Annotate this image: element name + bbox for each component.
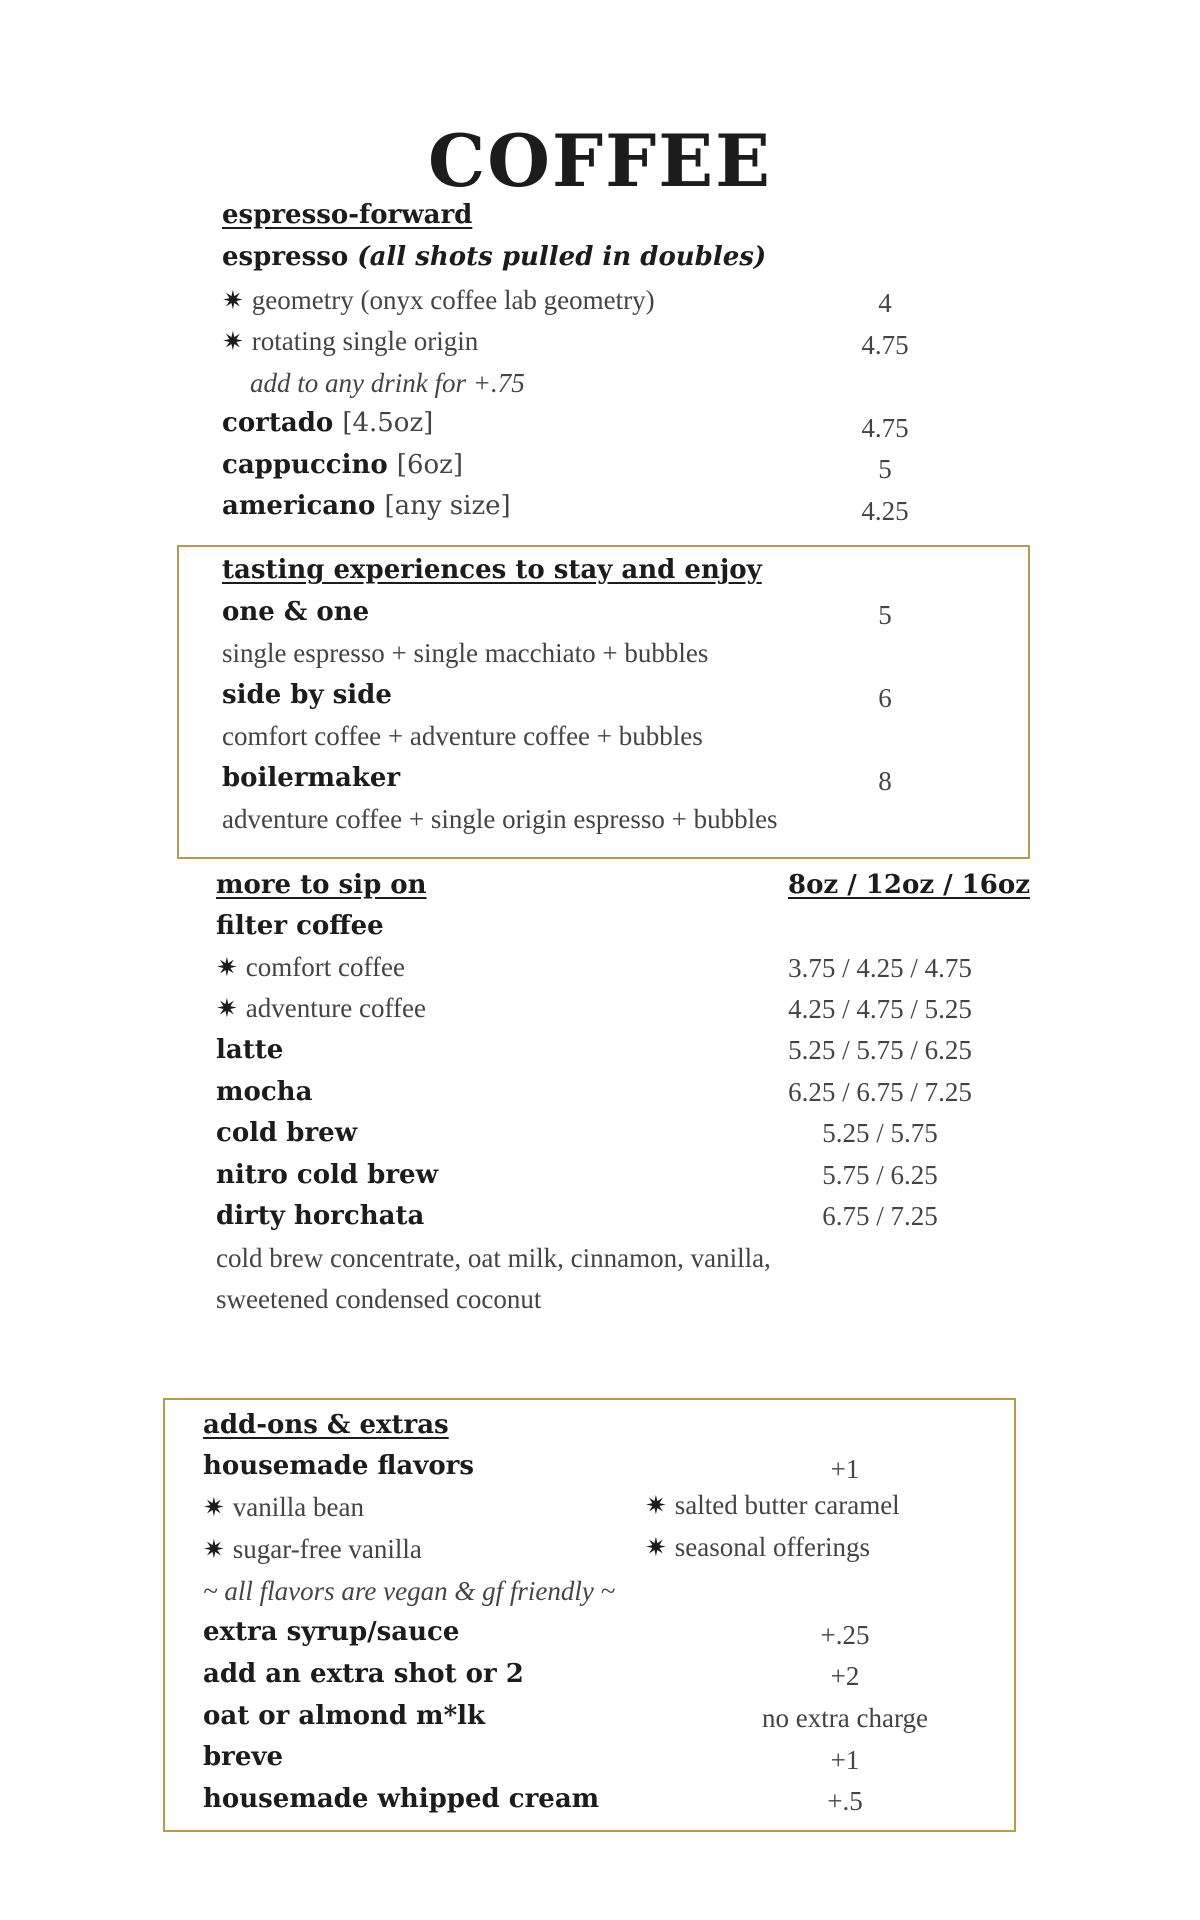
item-price: 3.75 / 4.25 / 4.75 — [788, 953, 972, 983]
item-price: 8 — [878, 766, 892, 796]
menu-item-comfort-coffee — [216, 952, 405, 983]
item-price: +2 — [830, 1661, 860, 1691]
page-title: COFFEE — [427, 118, 772, 203]
item-size: [4.5oz] — [342, 408, 434, 438]
item-price: 4.25 / 4.75 / 5.25 — [788, 994, 972, 1024]
star-burst-icon: ✷ — [216, 994, 238, 1024]
section-header: tasting experiences to stay and enjoy — [222, 555, 762, 585]
item-price: 5 — [878, 600, 892, 630]
menu-item-whipped-cream: housemade whipped cream — [203, 1784, 600, 1814]
item-price: 5.75 / 6.25 — [822, 1160, 938, 1190]
item-price: 4.75 — [861, 330, 909, 360]
item-description: single espresso + single macchiato + bubbles — [222, 638, 709, 668]
add-shot-note: add to any drink for +.75 — [250, 368, 525, 398]
item-price: +1 — [830, 1745, 860, 1775]
item-price: 4 — [878, 288, 892, 318]
item-name: espresso — [222, 242, 349, 272]
item-price: 6.75 / 7.25 — [822, 1201, 938, 1231]
flavor-name: salted butter caramel — [674, 1490, 900, 1520]
menu-item-americano — [222, 491, 511, 521]
menu-item-one-and-one: one & one — [222, 597, 370, 627]
star-burst-icon: ✷ — [645, 1491, 667, 1521]
size-header: 8oz / 12oz / 16oz — [788, 870, 1030, 900]
menu-item-adventure-coffee — [216, 993, 426, 1024]
menu-item-breve: breve — [203, 1742, 284, 1772]
flavor-seasonal-offerings — [645, 1532, 870, 1563]
flavor-name: vanilla bean — [232, 1492, 364, 1522]
menu-item-side-by-side: side by side — [222, 680, 392, 710]
item-price: 5.25 / 5.75 / 6.25 — [788, 1035, 972, 1065]
section-header: add-ons & extras — [203, 1410, 449, 1440]
star-burst-icon: ✷ — [645, 1533, 667, 1563]
item-price: 6.25 / 6.75 / 7.25 — [788, 1077, 972, 1107]
menu-item-espresso — [222, 242, 766, 272]
menu-item-oat-almond-milk: oat or almond m*lk — [203, 1701, 486, 1731]
item-description: adventure coffee + single origin espresso + bubbles — [222, 804, 778, 834]
item-price: +.25 — [820, 1620, 870, 1650]
menu-item-nitro-cold-brew: nitro cold brew — [216, 1160, 438, 1190]
menu-item-boilermaker: boilermaker — [222, 763, 401, 793]
menu-item-filter-coffee: filter coffee — [216, 911, 384, 941]
item-name: americano — [222, 491, 376, 521]
flavor-sugar-free-vanilla — [203, 1534, 422, 1565]
section-header: espresso-forward — [222, 200, 473, 230]
flavor-name: sugar-free vanilla — [232, 1534, 422, 1564]
star-burst-icon: ✷ — [222, 286, 244, 316]
flavor-vanilla-bean — [203, 1492, 364, 1523]
menu-item-mocha: mocha — [216, 1077, 313, 1107]
item-size: [6oz] — [396, 450, 463, 480]
item-description: sweetened condensed coconut — [216, 1284, 542, 1314]
item-description: cold brew concentrate, oat milk, cinnamon, vanilla, — [216, 1243, 771, 1273]
star-burst-icon: ✷ — [216, 953, 238, 983]
menu-item-cappuccino — [222, 450, 463, 480]
menu-item-cortado — [222, 408, 433, 438]
item-description: comfort coffee + adventure coffee + bubbles — [222, 721, 703, 751]
item-price: no extra charge — [762, 1703, 928, 1733]
item-price: +1 — [830, 1454, 860, 1484]
item-name: rotating single origin — [251, 326, 479, 356]
menu-item-single-origin — [222, 326, 478, 357]
item-price: 5.25 / 5.75 — [822, 1118, 938, 1148]
item-price: 4.75 — [861, 413, 909, 443]
item-name: adventure coffee — [245, 993, 426, 1023]
star-burst-icon: ✷ — [222, 327, 244, 357]
item-price: +.5 — [827, 1786, 863, 1816]
menu-item-cold-brew: cold brew — [216, 1118, 358, 1148]
flavor-salted-butter-caramel — [645, 1490, 900, 1521]
flavor-note: ~ all flavors are vegan & gf friendly ~ — [203, 1576, 616, 1606]
item-note: (all shots pulled in doubles) — [357, 242, 767, 272]
item-price: 6 — [878, 683, 892, 713]
item-price: 4.25 — [861, 496, 909, 526]
star-burst-icon: ✷ — [203, 1493, 225, 1523]
star-burst-icon: ✷ — [203, 1535, 225, 1565]
item-name: geometry (onyx coffee lab geometry) — [251, 285, 655, 315]
menu-item-housemade-flavors: housemade flavors — [203, 1451, 474, 1481]
menu-item-geometry — [222, 285, 655, 316]
menu-item-latte: latte — [216, 1035, 284, 1065]
section-header: more to sip on — [216, 870, 427, 900]
menu-item-dirty-horchata: dirty horchata — [216, 1201, 425, 1231]
item-name: comfort coffee — [245, 952, 405, 982]
flavor-name: seasonal offerings — [674, 1532, 870, 1562]
item-name: cappuccino — [222, 450, 388, 480]
item-size: [any size] — [384, 491, 511, 521]
item-price: 5 — [878, 454, 892, 484]
item-name: cortado — [222, 408, 334, 438]
menu-item-extra-shot: add an extra shot or 2 — [203, 1659, 524, 1689]
menu-item-extra-syrup: extra syrup/sauce — [203, 1617, 460, 1647]
